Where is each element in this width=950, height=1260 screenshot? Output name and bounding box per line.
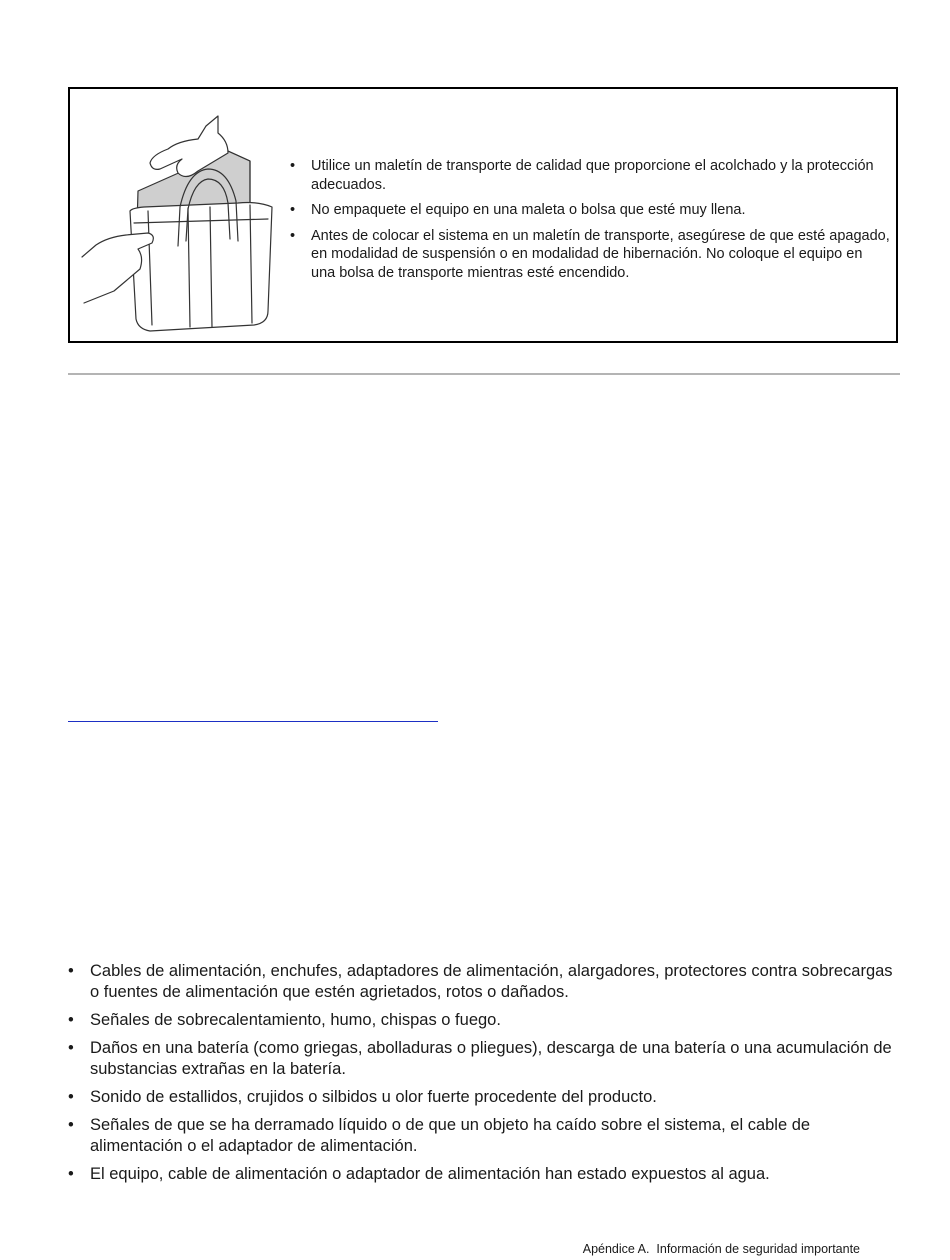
list-item: • Cables de alimentación, enchufes, adaptadores de alimentación, alargadores, protectores contra sobrecargas o fuentes de alimentación que estén agrietados, rotos o dañados. — [68, 961, 898, 1003]
list-item: • Daños en una batería (como griegas, abolladuras o pliegues), descarga de una batería o una acumulación de substancias extrañas en la batería. — [68, 1038, 898, 1080]
link-underline[interactable] — [68, 721, 438, 722]
list-item: • El equipo, cable de alimentación o adaptador de alimentación han estado expuestos al agua. — [68, 1164, 898, 1185]
footer-title: Información de seguridad importante — [656, 1242, 860, 1256]
footer-chapter: Apéndice A. — [582, 1242, 650, 1256]
laptop-carrying-bag-illustration — [78, 111, 278, 339]
section-divider — [68, 373, 900, 375]
notice-bullet-list — [290, 157, 890, 289]
warning-signs-list — [68, 961, 898, 1192]
list-item: • Señales de que se ha derramado líquido o de que un objeto ha caído sobre el sistema, el cable de alimentación o el adaptador de alimentación. — [68, 1115, 898, 1157]
page-footer — [583, 1242, 860, 1256]
safety-notice-box — [68, 87, 898, 343]
list-item: • Sonido de estallidos, crujidos o silbidos u olor fuerte procedente del producto. — [68, 1087, 898, 1108]
list-item: • No empaquete el equipo en una maleta o bolsa que esté muy llena. — [290, 201, 890, 220]
list-item: • Utilice un maletín de transporte de calidad que proporcione el acolchado y la protección adecuados. — [290, 157, 890, 194]
list-item: • Señales de sobrecalentamiento, humo, chispas o fuego. — [68, 1010, 898, 1031]
list-item: • Antes de colocar el sistema en un maletín de transporte, asegúrese de que esté apagado, en modalidad de suspensión o en modalidad de hibernación. No coloque el equipo en una bolsa de transporte mientras esté encendido. — [290, 227, 890, 283]
